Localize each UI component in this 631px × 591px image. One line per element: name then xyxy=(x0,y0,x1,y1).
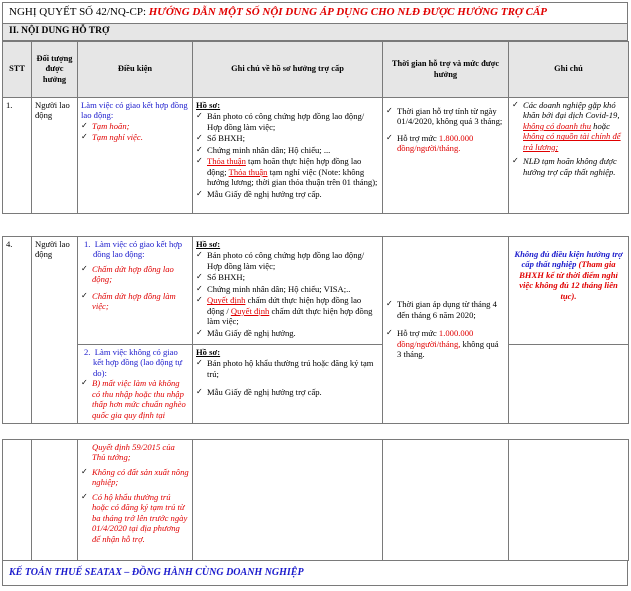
header-ghi-chu-ho-so: Ghi chú về hồ sơ hưởng trợ cấp xyxy=(193,42,383,98)
support-table-main xyxy=(2,41,629,214)
row4-dk2-title: 2. Làm việc không có giao kết hợp đồng (lao động tự do): xyxy=(84,347,183,378)
title-main: NGHỊ QUYẾT SỐ 42/NQ-CP: xyxy=(9,6,149,18)
header-doi-tuong: Đối tượng được hưởng xyxy=(32,42,78,98)
cont-item: ✓ Có hộ khẩu thường trú hoặc có đăng ký tạm trú từ ba tháng trở lên trước ngày 01/4/2020 tại địa phương để nhận hỗ trợ. xyxy=(81,492,189,544)
title-subtitle: HƯỚNG DẪN MỘT SỐ NỘI DUNG ÁP DỤNG CHO NLĐ ĐƯỢC HƯỞNG TRỢ CẤP xyxy=(148,6,548,18)
row1-ghi-chu xyxy=(509,98,629,214)
row4-hoso1-item: ✓ Bản photo có công chứng hợp đồng lao động/ Hợp đồng làm việc; xyxy=(196,250,379,271)
support-amount: 1.800.000 đồng/người/tháng. xyxy=(397,132,474,154)
row1-dk-item: ✓ Tạm hoãn; xyxy=(81,121,189,131)
table-row-1 xyxy=(3,98,629,214)
row4-tg-item: ✓ Hỗ trợ mức 1.000.000 đồng/người/tháng, không quá 3 tháng. xyxy=(386,328,505,359)
row1-hoso-item: ✓ Mẫu Giấy đề nghị hưởng trợ cấp. xyxy=(196,189,379,199)
row1-dieu-kien xyxy=(78,98,193,214)
row4-hoso2-item: ✓ Mẫu Giấy đề nghị hưởng trợ cấp. xyxy=(196,387,379,397)
cont-dieu-kien xyxy=(78,440,193,561)
row4-dk2-item: ✓ B) mất việc làm và không có thu nhập hoặc thu nhập thấp hơn mức chuẩn nghèo quốc gia quy định tại xyxy=(81,378,189,420)
row4-tg-item: ✓ Thời gian áp dụng từ tháng 4 đến tháng 6 năm 2020; xyxy=(386,299,505,320)
row4-ho-so-2 xyxy=(193,345,383,424)
row4-dieu-kien-2 xyxy=(78,345,193,424)
row4-dk1-title: 1. Làm việc có giao kết hợp đồng lao động: xyxy=(84,239,183,260)
row4-hoso1-item: ✓ Chứng minh nhân dân; Hộ chiếu; VISA;.. xyxy=(196,284,379,294)
table-header-row xyxy=(3,42,629,98)
row1-gc-item: ✓ Các doanh nghiệp gặp khó khăn bởi đại dịch Covid-19, không có doanh thu hoặc không có nguồn tài chính để trả lương; xyxy=(512,100,625,152)
section-heading: II. NỘI DUNG HỖ TRỢ xyxy=(2,24,628,41)
row4-ho-so-1 xyxy=(193,237,383,345)
table-row-4a xyxy=(3,237,629,345)
decision-term: Quyết định xyxy=(207,295,246,306)
row1-hoso-item: ✓ Thỏa thuận tạm hoãn thực hiện hợp đồng lao động; Thỏa thuận tạm nghỉ việc (Note: không hưởng lương; thời gian thỏa thuận trên 01 tháng); xyxy=(196,156,379,187)
row1-stt: 1. xyxy=(3,98,32,214)
row1-hoso-label: Hồ sơ: xyxy=(196,100,221,110)
agreement-term: Thỏa thuận xyxy=(207,156,246,167)
footer-slogan: KẾ TOÁN THUẾ SEATAX – ĐỒNG HÀNH CÙNG DOANH NGHIỆP xyxy=(2,560,628,586)
row4-dieu-kien-1 xyxy=(78,237,193,345)
row4-ghi-chu-2 xyxy=(509,345,629,424)
agreement-term: Thỏa thuận xyxy=(228,166,268,177)
support-table-row4 xyxy=(2,236,629,424)
row4-hoso2-item: ✓ Bản photo hộ khẩu thường trú hoặc đăng ký tạm trú; xyxy=(196,358,379,379)
cont-item: ✓ Không có đất sản xuất nông nghiệp; xyxy=(81,467,189,488)
header-stt: STT xyxy=(3,42,32,98)
row1-doi-tuong: Người lao động xyxy=(32,98,78,214)
row1-tg-item: ✓ Thời gian hỗ trợ tính từ ngày 01/4/2020, không quá 3 tháng; xyxy=(386,106,505,127)
row4-hoso1-item: ✓ Sổ BHXH; xyxy=(196,272,379,282)
row1-tg-item: ✓ Hỗ trợ mức 1.800.000 đồng/người/tháng. xyxy=(386,133,505,154)
row4-stt: 4. xyxy=(3,237,32,424)
row1-gc-item: ✓ NLĐ tạm hoãn không được hưởng trợ cấp thất nghiệp. xyxy=(512,156,625,177)
row4-hoso1-item: ✓ Quyết định chấm dứt thực hiện hợp đồng lao động / Quyết định chấm dứt thực hiện hợp đồng làm việc; xyxy=(196,295,379,326)
row4-hoso2-label: Hồ sơ: xyxy=(196,347,221,357)
document-title xyxy=(2,2,628,24)
row1-hoso-item: ✓ Sổ BHXH; xyxy=(196,133,379,143)
table-row-4b xyxy=(3,345,629,424)
row4-hoso1-item: ✓ Mẫu Giấy đề nghị hưởng. xyxy=(196,328,379,338)
row1-hoso-item: ✓ Bản photo có công chứng hợp đồng lao động/ Hợp đồng làm việc; xyxy=(196,111,379,132)
header-ghi-chu: Ghi chú xyxy=(509,42,629,98)
support-amount: 1.000.000 đồng/người/tháng, xyxy=(397,328,474,349)
decision-term: Quyết định xyxy=(230,305,270,316)
row1-dk-title: Làm việc có giao kết hợp đồng lao động: xyxy=(81,100,188,121)
row4-thoi-gian xyxy=(383,237,509,424)
row4-ghi-chu: Không đủ điều kiện hưởng trợ cấp thất nghiệp (Tham gia BHXH kể từ thời điểm nghỉ việc không đủ 12 tháng liên tục). xyxy=(509,237,629,345)
row4-hoso1-label: Hồ sơ: xyxy=(196,239,221,249)
support-table-continuation xyxy=(2,439,629,561)
row1-ho-so xyxy=(193,98,383,214)
cont-qd: Quyết định 59/2015 của Thủ tướng; xyxy=(92,442,175,463)
header-dieu-kien: Điều kiện xyxy=(78,42,193,98)
table-row-continuation xyxy=(3,440,629,561)
row1-dk-item: ✓ Tạm nghỉ việc. xyxy=(81,132,189,142)
row4-dk1-item: ✓ Chấm dứt hợp đồng làm việc; xyxy=(81,291,189,312)
row1-thoi-gian xyxy=(383,98,509,214)
row1-hoso-item: ✓ Chứng minh nhân dân; Hộ chiếu; ... xyxy=(196,145,379,155)
header-thoi-gian: Thời gian hỗ trợ và mức được hưởng xyxy=(383,42,509,98)
row4-doi-tuong: Người lao động xyxy=(32,237,78,424)
row4-dk1-item: ✓ Chấm dứt hợp đồng lao động; xyxy=(81,264,189,285)
